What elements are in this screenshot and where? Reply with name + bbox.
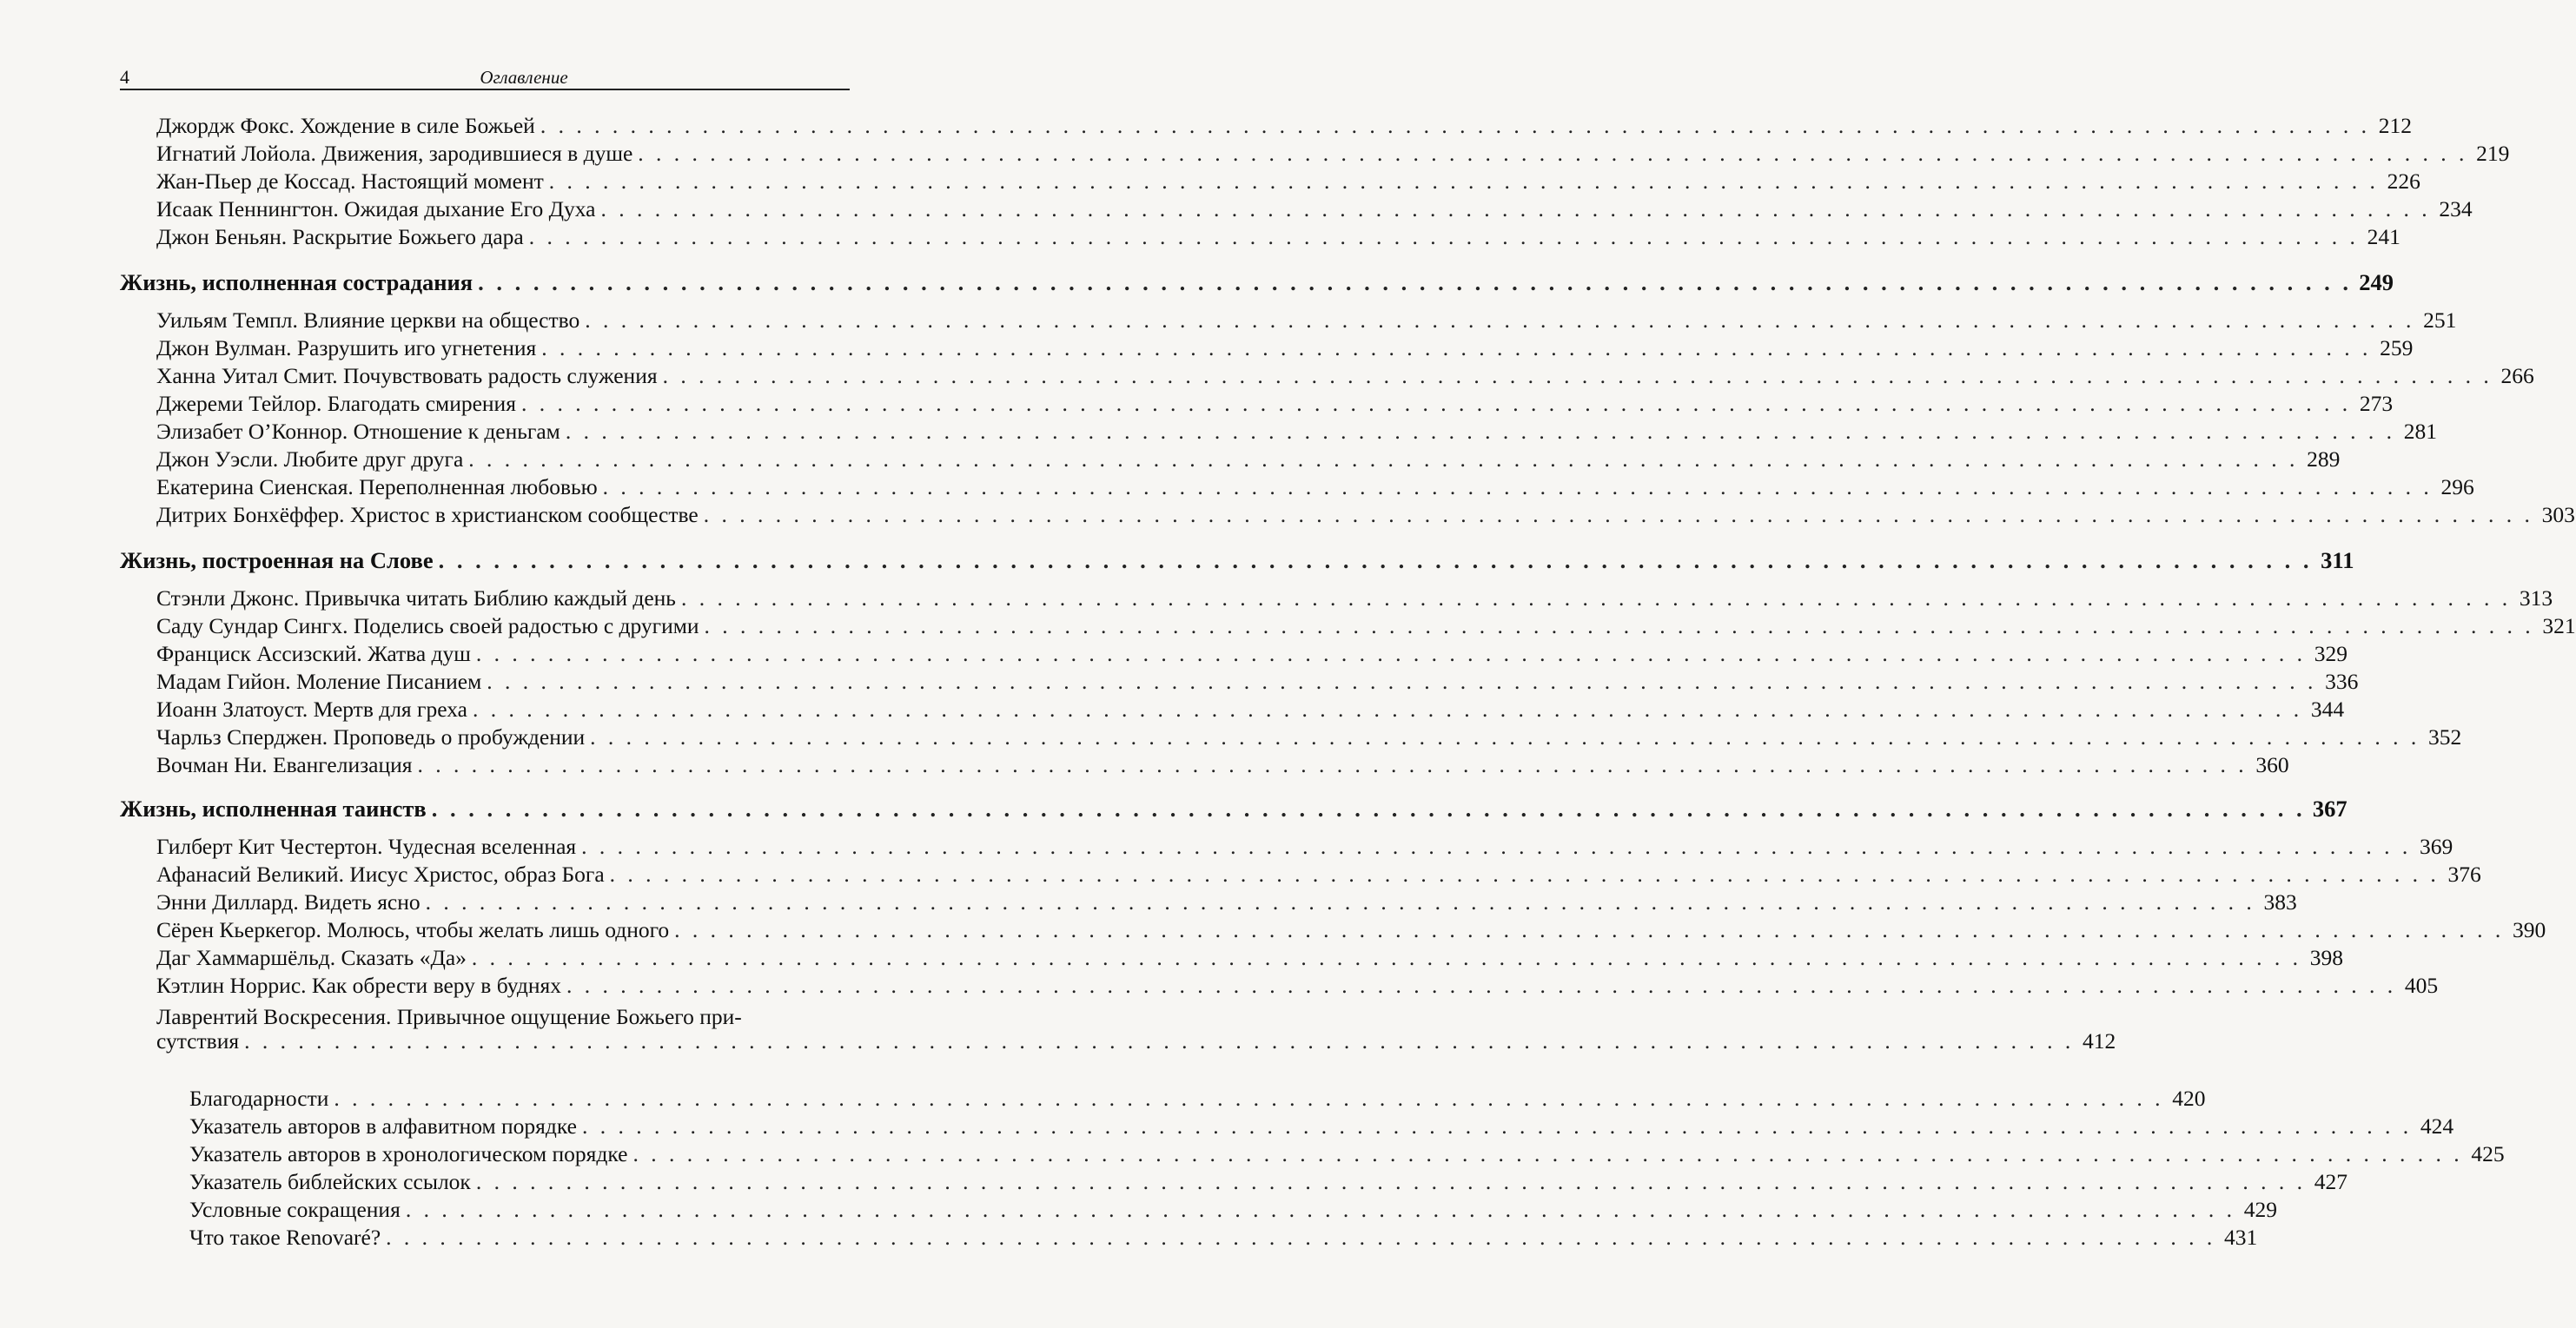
entry-page: 259 (2380, 335, 2414, 360)
dot-leader: . . . . . . . . . . . . . . . . . . . . . . . . . . . . . . . . . . . . . . . . . . . . . . . . . . . . . . . . . . . . . . . . . . . . . . . . . . . . . . . . . . . . . . . . . . . . . . . . . . . . . . (417, 752, 2248, 777)
dot-leader: . . . . . . . . . . . . . . . . . . . . . . . . . . . . . . . . . . . . . . . . . . . . . . . . . . . . . . . . . . . . . . . . . . . . . . . . . . . . . . . . . . . . . . . . . . . . . . . . . . . . . . (674, 917, 2505, 942)
entry-page: 281 (2403, 419, 2437, 444)
entry-page: 427 (2314, 1169, 2348, 1194)
dot-leader: . . . . . . . . . . . . . . . . . . . . . . . . . . . . . . . . . . . . . . . . . . . . . . . . . . . . . . . . . . . . . . . . . . . . . . . . . . . . . . . . . . . . . . . . . . . . . . . . . . . . . . (581, 1113, 2413, 1139)
dot-leader: . . . . . . . . . . . . . . . . . . . . . . . . . . . . . . . . . . . . . . . . . . . . . . . . . . . . . . . . . . . . . . . . . . . . . . . . . . . . . . . . . . . . . . . . . . . . . . . . . . . . . . (438, 547, 2313, 573)
toc-entry: Джереми Тейлор. Благодать смирения . . . . . . . . . . . . . . . . . . . . . . . . . . . . . . . . . . . . . . . . . . . . . . . . . . . . . . . . . . . . . . . . . . . . . . . . . . . . . . . . . . . . . . . . . . . . . . . . . . . . . . 273 (156, 391, 2394, 416)
dot-leader: . . . . . . . . . . . . . . . . . . . . . . . . . . . . . . . . . . . . . . . . . . . . . . . . . . . . . . . . . . . . . . . . . . . . . . . . . . . . . . . . . . . . . . . . . . . . . . . . . . . . . . (662, 363, 2493, 388)
dot-leader: . . . . . . . . . . . . . . . . . . . . . . . . . . . . . . . . . . . . . . . . . . . . . . . . . . . . . . . . . . . . . . . . . . . . . . . . . . . . . . . . . . . . . . . . . . . . . . . . . . . . . . (528, 224, 2359, 249)
back-matter-entry: Указатель авторов в хронологическом порядке . . . . . . . . . . . . . . . . . . . . . . . . . . . . . . . . . . . . . . . . . . . . . . . . . . . . . . . . . . . . . . . . . . . . . . . . . . . . . . . . . . . . . . . . . . . . . . . . . . . . . . 425 (189, 1141, 2505, 1166)
entry-page: 273 (2359, 391, 2394, 416)
dot-leader: . . . . . . . . . . . . . . . . . . . . . . . . . . . . . . . . . . . . . . . . . . . . . . . . . . . . . . . . . . . . . . . . . . . . . . . . . . . . . . . . . . . . . . . . . . . . . . . . . . . . . . (468, 446, 2299, 472)
dot-leader: . . . . . . . . . . . . . . . . . . . . . . . . . . . . . . . . . . . . . . . . . . . . . . . . . . . . . . . . . . . . . . . . . . . . . . . . . . . . . . . . . . . . . . . . . . . . . . . . . . . . . . (600, 196, 2431, 221)
dot-leader: . . . . . . . . . . . . . . . . . . . . . . . . . . . . . . . . . . . . . . . . . . . . . . . . . . . . . . . . . . . . . . . . . . . . . . . . . . . . . . . . . . . . . . . . . . . . . . . . . . . . . . (609, 862, 2440, 887)
entry-page: 360 (2255, 752, 2289, 777)
toc-entry: Иоанн Златоуст. Мертв для греха . . . . . . . . . . . . . . . . . . . . . . . . . . . . . . . . . . . . . . . . . . . . . . . . . . . . . . . . . . . . . . . . . . . . . . . . . . . . . . . . . . . . . . . . . . . . . . . . . . . . . . 344 (156, 697, 2345, 722)
dot-leader: . . . . . . . . . . . . . . . . . . . . . . . . . . . . . . . . . . . . . . . . . . . . . . . . . . . . . . . . . . . . . . . . . . . . . . . . . . . . . . . . . . . . . . . . . . . . . . . . . . . . . . (541, 335, 2372, 360)
entry-page: 234 (2439, 196, 2473, 221)
dot-leader: . . . . . . . . . . . . . . . . . . . . . . . . . . . . . . . . . . . . . . . . . . . . . . . . . . . . . . . . . . . . . . . . . . . . . . . . . . . . . . . . . . . . . . . . . . . . . . . . . . . . . . (334, 1086, 2164, 1111)
entry-page: 226 (2387, 168, 2420, 194)
dot-leader: . . . . . . . . . . . . . . . . . . . . . . . . . . . . . . . . . . . . . . . . . . . . . . . . . . . . . . . . . . . . . . . . . . . . . . . . . . . . . . . . . . . . . . . . . . . . . . . . . . . . . . (703, 502, 2533, 527)
entry-page: 383 (2263, 889, 2297, 915)
dot-leader: . . . . . . . . . . . . . . . . . . . . . . . . . . . . . . . . . . . . . . . . . . . . . . . . . . . . . . . . . . . . . . . . . . . . . . . . . . . . . . . . . . . . . . . . . . . . . . . . . . . . . . (405, 1197, 2235, 1222)
section-heading: Жизнь, построенная на Слове . . . . . . . . . . . . . . . . . . . . . . . . . . . . . . . . . . . . . . . . . . . . . . . . . . . . . . . . . . . . . . . . . . . . . . . . . . . . . . . . . . . . . . . . . . . . . . . . . . . . . . 311 (120, 547, 2354, 573)
dot-leader: . . . . . . . . . . . . . . . . . . . . . . . . . . . . . . . . . . . . . . . . . . . . . . . . . . . . . . . . . . . . . . . . . . . . . . . . . . . . . . . . . . . . . . . . . . . . . . . . . . . . . . (244, 1028, 2075, 1054)
toc-entry: Элизабет О’Коннор. Отношение к деньгам . . . . . . . . . . . . . . . . . . . . . . . . . . . . . . . . . . . . . . . . . . . . . . . . . . . . . . . . . . . . . . . . . . . . . . . . . . . . . . . . . . . . . . . . . . . . . . . . . . . . . . 281 (156, 419, 2437, 444)
section-page: 367 (2312, 796, 2348, 822)
toc-entry: Дитрих Бонхёффер. Христос в христианском сообществе . . . . . . . . . . . . . . . . . . . . . . . . . . . . . . . . . . . . . . . . . . . . . . . . . . . . . . . . . . . . . . . . . . . . . . . . . . . . . . . . . . . . . . . . . . . . . . . . . . . . . . 303 (156, 502, 2575, 527)
toc-entry: Жан-Пьер де Коссад. Настоящий момент . . . . . . . . . . . . . . . . . . . . . . . . . . . . . . . . . . . . . . . . . . . . . . . . . . . . . . . . . . . . . . . . . . . . . . . . . . . . . . . . . . . . . . . . . . . . . . . . . . . . . . 226 (156, 168, 2420, 194)
entry-page: 376 (2447, 862, 2481, 887)
toc-entry: Мадам Гийон. Моление Писанием . . . . . . . . . . . . . . . . . . . . . . . . . . . . . . . . . . . . . . . . . . . . . . . . . . . . . . . . . . . . . . . . . . . . . . . . . . . . . . . . . . . . . . . . . . . . . . . . . . . . . . 336 (156, 669, 2359, 694)
section-heading: Жизнь, исполненная таинств . . . . . . . . . . . . . . . . . . . . . . . . . . . . . . . . . . . . . . . . . . . . . . . . . . . . . . . . . . . . . . . . . . . . . . . . . . . . . . . . . . . . . . . . . . . . . . . . . . . . . . 367 (120, 796, 2348, 822)
toc-entry: Ханна Уитал Смит. Почувствовать радость служения . . . . . . . . . . . . . . . . . . . . . . . . . . . . . . . . . . . . . . . . . . . . . . . . . . . . . . . . . . . . . . . . . . . . . . . . . . . . . . . . . . . . . . . . . . . . . . . . . . . . . . 266 (156, 363, 2534, 388)
toc-entry-line1: Лаврентий Воскресения. Привычное ощущение Божьего при- (156, 1004, 742, 1029)
toc-entry: Джордж Фокс. Хождение в силе Божьей . . . . . . . . . . . . . . . . . . . . . . . . . . . . . . . . . . . . . . . . . . . . . . . . . . . . . . . . . . . . . . . . . . . . . . . . . . . . . . . . . . . . . . . . . . . . . . . . . . . . . . 212 (156, 113, 2412, 138)
entry-page: 296 (2440, 474, 2474, 499)
section-heading: Жизнь, исполненная сострадания . . . . . . . . . . . . . . . . . . . . . . . . . . . . . . . . . . . . . . . . . . . . . . . . . . . . . . . . . . . . . . . . . . . . . . . . . . . . . . . . . . . . . . . . . . . . . . . . . . . . . . 249 (120, 269, 2394, 295)
page-number: 4 (120, 66, 129, 88)
page-header (120, 63, 850, 90)
entry-page: 321 (2542, 613, 2576, 638)
dot-leader: . . . . . . . . . . . . . . . . . . . . . . . . . . . . . . . . . . . . . . . . . . . . . . . . . . . . . . . . . . . . . . . . . . . . . . . . . . . . . . . . . . . . . . . . . . . . . . . . . . . . . . (638, 141, 2468, 166)
running-title: Оглавление (480, 67, 568, 88)
dot-leader: . . . . . . . . . . . . . . . . . . . . . . . . . . . . . . . . . . . . . . . . . . . . . . . . . . . . . . . . . . . . . . . . . . . . . . . . . . . . . . . . . . . . . . . . . . . . . . . . . . . . . . (520, 391, 2352, 416)
toc-entry: Екатерина Сиенская. Переполненная любовью . . . . . . . . . . . . . . . . . . . . . . . . . . . . . . . . . . . . . . . . . . . . . . . . . . . . . . . . . . . . . . . . . . . . . . . . . . . . . . . . . . . . . . . . . . . . . . . . . . . . . . 296 (156, 474, 2474, 499)
toc-entry: Даг Хаммаршёльд. Сказать «Да» . . . . . . . . . . . . . . . . . . . . . . . . . . . . . . . . . . . . . . . . . . . . . . . . . . . . . . . . . . . . . . . . . . . . . . . . . . . . . . . . . . . . . . . . . . . . . . . . . . . . . . 398 (156, 945, 2344, 970)
entry-page: 313 (2519, 585, 2553, 611)
dot-leader: . . . . . . . . . . . . . . . . . . . . . . . . . . . . . . . . . . . . . . . . . . . . . . . . . . . . . . . . . . . . . . . . . . . . . . . . . . . . . . . . . . . . . . . . . . . . . . . . . . . . . . (581, 834, 2412, 859)
entry-page: 429 (2243, 1197, 2277, 1222)
entry-page: 412 (2082, 1028, 2116, 1054)
toc-entry: Энни Диллард. Видеть ясно . . . . . . . . . . . . . . . . . . . . . . . . . . . . . . . . . . . . . . . . . . . . . . . . . . . . . . . . . . . . . . . . . . . . . . . . . . . . . . . . . . . . . . . . . . . . . . . . . . . . . . 383 (156, 889, 2297, 915)
toc-entry: Чарльз Сперджен. Проповедь о пробуждении . . . . . . . . . . . . . . . . . . . . . . . . . . . . . . . . . . . . . . . . . . . . . . . . . . . . . . . . . . . . . . . . . . . . . . . . . . . . . . . . . . . . . . . . . . . . . . . . . . . . . . 352 (156, 724, 2462, 750)
toc-entry: Исаак Пеннингтон. Ожидая дыхание Его Духа . . . . . . . . . . . . . . . . . . . . . . . . . . . . . . . . . . . . . . . . . . . . . . . . . . . . . . . . . . . . . . . . . . . . . . . . . . . . . . . . . . . . . . . . . . . . . . . . . . . . . . 234 (156, 196, 2473, 221)
entry-page: 344 (2310, 697, 2345, 722)
entry-page: 431 (2224, 1225, 2258, 1250)
entry-page: 390 (2513, 917, 2546, 942)
dot-leader: . . . . . . . . . . . . . . . . . . . . . . . . . . . . . . . . . . . . . . . . . . . . . . . . . . . . . . . . . . . . . . . . . . . . . . . . . . . . . . . . . . . . . . . . . . . . . . . . . . . . . . (565, 419, 2395, 444)
dot-leader: . . . . . . . . . . . . . . . . . . . . . . . . . . . . . . . . . . . . . . . . . . . . . . . . . . . . . . . . . . . . . . . . . . . . . . . . . . . . . . . . . . . . . . . . . . . . . . . . . . . . . . (632, 1141, 2463, 1166)
dot-leader: . . . . . . . . . . . . . . . . . . . . . . . . . . . . . . . . . . . . . . . . . . . . . . . . . . . . . . . . . . . . . . . . . . . . . . . . . . . . . . . . . . . . . . . . . . . . . . . . . . . . . . (602, 474, 2433, 499)
dot-leader: . . . . . . . . . . . . . . . . . . . . . . . . . . . . . . . . . . . . . . . . . . . . . . . . . . . . . . . . . . . . . . . . . . . . . . . . . . . . . . . . . . . . . . . . . . . . . . . . . . . . . . (540, 113, 2370, 138)
entry-page: 241 (2367, 224, 2401, 249)
entry-page: 352 (2428, 724, 2462, 750)
toc-entry: Стэнли Джонс. Привычка читать Библию каждый день . . . . . . . . . . . . . . . . . . . . . . . . . . . . . . . . . . . . . . . . . . . . . . . . . . . . . . . . . . . . . . . . . . . . . . . . . . . . . . . . . . . . . . . . . . . . . . . . . . . . . . 313 (156, 585, 2553, 611)
entry-page: 420 (2172, 1086, 2206, 1111)
toc-entry: Саду Сундар Сингх. Поделись своей радостью с другими . . . . . . . . . . . . . . . . . . . . . . . . . . . . . . . . . . . . . . . . . . . . . . . . . . . . . . . . . . . . . . . . . . . . . . . . . . . . . . . . . . . . . . . . . . . . . . . . . . . . . . 321 (156, 613, 2576, 638)
toc-entry: Афанасий Великий. Иисус Христос, образ Бога . . . . . . . . . . . . . . . . . . . . . . . . . . . . . . . . . . . . . . . . . . . . . . . . . . . . . . . . . . . . . . . . . . . . . . . . . . . . . . . . . . . . . . . . . . . . . . . . . . . . . . 376 (156, 862, 2481, 887)
back-matter-entry: Указатель библейских ссылок . . . . . . . . . . . . . . . . . . . . . . . . . . . . . . . . . . . . . . . . . . . . . . . . . . . . . . . . . . . . . . . . . . . . . . . . . . . . . . . . . . . . . . . . . . . . . . . . . . . . . . 427 (189, 1169, 2348, 1194)
toc-entry: Уильям Темпл. Влияние церкви на общество . . . . . . . . . . . . . . . . . . . . . . . . . . . . . . . . . . . . . . . . . . . . . . . . . . . . . . . . . . . . . . . . . . . . . . . . . . . . . . . . . . . . . . . . . . . . . . . . . . . . . . 251 (156, 307, 2457, 333)
section-page: 311 (2321, 547, 2354, 573)
toc-entry: Джон Уэсли. Любите друг друга . . . . . . . . . . . . . . . . . . . . . . . . . . . . . . . . . . . . . . . . . . . . . . . . . . . . . . . . . . . . . . . . . . . . . . . . . . . . . . . . . . . . . . . . . . . . . . . . . . . . . . 289 (156, 446, 2341, 472)
toc-entry: Игнатий Лойола. Движения, зародившиеся в душе . . . . . . . . . . . . . . . . . . . . . . . . . . . . . . . . . . . . . . . . . . . . . . . . . . . . . . . . . . . . . . . . . . . . . . . . . . . . . . . . . . . . . . . . . . . . . . . . . . . . . . 219 (156, 141, 2510, 166)
dot-leader: . . . . . . . . . . . . . . . . . . . . . . . . . . . . . . . . . . . . . . . . . . . . . . . . . . . . . . . . . . . . . . . . . . . . . . . . . . . . . . . . . . . . . . . . . . . . . . . . . . . . . . (386, 1225, 2216, 1250)
toc-entry: сутствия . . . . . . . . . . . . . . . . . . . . . . . . . . . . . . . . . . . . . . . . . . . . . . . . . . . . . . . . . . . . . . . . . . . . . . . . . . . . . . . . . . . . . . . . . . . . . . . . . . . . . . 412 (156, 1028, 2116, 1054)
dot-leader: . . . . . . . . . . . . . . . . . . . . . . . . . . . . . . . . . . . . . . . . . . . . . . . . . . . . . . . . . . . . . . . . . . . . . . . . . . . . . . . . . . . . . . . . . . . . . . . . . . . . . . (425, 889, 2255, 915)
dot-leader: . . . . . . . . . . . . . . . . . . . . . . . . . . . . . . . . . . . . . . . . . . . . . . . . . . . . . . . . . . . . . . . . . . . . . . . . . . . . . . . . . . . . . . . . . . . . . . . . . . . . . . (431, 796, 2306, 822)
back-matter-entry: Что такое Renovaré? . . . . . . . . . . . . . . . . . . . . . . . . . . . . . . . . . . . . . . . . . . . . . . . . . . . . . . . . . . . . . . . . . . . . . . . . . . . . . . . . . . . . . . . . . . . . . . . . . . . . . . 431 (189, 1225, 2258, 1250)
dot-leader: . . . . . . . . . . . . . . . . . . . . . . . . . . . . . . . . . . . . . . . . . . . . . . . . . . . . . . . . . . . . . . . . . . . . . . . . . . . . . . . . . . . . . . . . . . . . . . . . . . . . . . (566, 973, 2397, 998)
toc-entry: Франциск Ассизский. Жатва душ . . . . . . . . . . . . . . . . . . . . . . . . . . . . . . . . . . . . . . . . . . . . . . . . . . . . . . . . . . . . . . . . . . . . . . . . . . . . . . . . . . . . . . . . . . . . . . . . . . . . . . 329 (156, 641, 2348, 666)
section-page: 249 (2359, 269, 2394, 295)
dot-leader: . . . . . . . . . . . . . . . . . . . . . . . . . . . . . . . . . . . . . . . . . . . . . . . . . . . . . . . . . . . . . . . . . . . . . . . . . . . . . . . . . . . . . . . . . . . . . . . . . . . . . . (590, 724, 2420, 750)
dot-leader: . . . . . . . . . . . . . . . . . . . . . . . . . . . . . . . . . . . . . . . . . . . . . . . . . . . . . . . . . . . . . . . . . . . . . . . . . . . . . . . . . . . . . . . . . . . . . . . . . . . . . . (475, 1169, 2306, 1194)
toc-entry: Джон Вулман. Разрушить иго угнетения . . . . . . . . . . . . . . . . . . . . . . . . . . . . . . . . . . . . . . . . . . . . . . . . . . . . . . . . . . . . . . . . . . . . . . . . . . . . . . . . . . . . . . . . . . . . . . . . . . . . . . 259 (156, 335, 2414, 360)
dot-leader: . . . . . . . . . . . . . . . . . . . . . . . . . . . . . . . . . . . . . . . . . . . . . . . . . . . . . . . . . . . . . . . . . . . . . . . . . . . . . . . . . . . . . . . . . . . . . . . . . . . . . . (478, 269, 2353, 295)
back-matter-entry: Благодарности . . . . . . . . . . . . . . . . . . . . . . . . . . . . . . . . . . . . . . . . . . . . . . . . . . . . . . . . . . . . . . . . . . . . . . . . . . . . . . . . . . . . . . . . . . . . . . . . . . . . . . 420 (189, 1086, 2206, 1111)
entry-page: 329 (2314, 641, 2348, 666)
toc-entry: Сёрен Кьеркегор. Молюсь, чтобы желать лишь одного . . . . . . . . . . . . . . . . . . . . . . . . . . . . . . . . . . . . . . . . . . . . . . . . . . . . . . . . . . . . . . . . . . . . . . . . . . . . . . . . . . . . . . . . . . . . . . . . . . . . . . 390 (156, 917, 2546, 942)
toc-entry: Джон Беньян. Раскрытие Божьего дара . . . . . . . . . . . . . . . . . . . . . . . . . . . . . . . . . . . . . . . . . . . . . . . . . . . . . . . . . . . . . . . . . . . . . . . . . . . . . . . . . . . . . . . . . . . . . . . . . . . . . . 241 (156, 224, 2401, 249)
dot-leader: . . . . . . . . . . . . . . . . . . . . . . . . . . . . . . . . . . . . . . . . . . . . . . . . . . . . . . . . . . . . . . . . . . . . . . . . . . . . . . . . . . . . . . . . . . . . . . . . . . . . . . (585, 307, 2415, 333)
entry-page: 369 (2420, 834, 2453, 859)
entry-page: 212 (2378, 113, 2412, 138)
entry-page: 425 (2471, 1141, 2505, 1166)
back-matter-entry: Условные сокращения . . . . . . . . . . . . . . . . . . . . . . . . . . . . . . . . . . . . . . . . . . . . . . . . . . . . . . . . . . . . . . . . . . . . . . . . . . . . . . . . . . . . . . . . . . . . . . . . . . . . . . 429 (189, 1197, 2277, 1222)
dot-leader: . . . . . . . . . . . . . . . . . . . . . . . . . . . . . . . . . . . . . . . . . . . . . . . . . . . . . . . . . . . . . . . . . . . . . . . . . . . . . . . . . . . . . . . . . . . . . . . . . . . . . . (475, 641, 2307, 666)
entry-page: 398 (2309, 945, 2344, 970)
entry-page: 424 (2420, 1113, 2454, 1139)
toc-entry: Гилберт Кит Честертон. Чудесная вселенная . . . . . . . . . . . . . . . . . . . . . . . . . . . . . . . . . . . . . . . . . . . . . . . . . . . . . . . . . . . . . . . . . . . . . . . . . . . . . . . . . . . . . . . . . . . . . . . . . . . . . . 369 (156, 834, 2453, 859)
entry-page: 289 (2307, 446, 2341, 472)
dot-leader: . . . . . . . . . . . . . . . . . . . . . . . . . . . . . . . . . . . . . . . . . . . . . . . . . . . . . . . . . . . . . . . . . . . . . . . . . . . . . . . . . . . . . . . . . . . . . . . . . . . . . . (704, 613, 2534, 638)
dot-leader: . . . . . . . . . . . . . . . . . . . . . . . . . . . . . . . . . . . . . . . . . . . . . . . . . . . . . . . . . . . . . . . . . . . . . . . . . . . . . . . . . . . . . . . . . . . . . . . . . . . . . . (487, 669, 2317, 694)
entry-page: 266 (2500, 363, 2534, 388)
dot-leader: . . . . . . . . . . . . . . . . . . . . . . . . . . . . . . . . . . . . . . . . . . . . . . . . . . . . . . . . . . . . . . . . . . . . . . . . . . . . . . . . . . . . . . . . . . . . . . . . . . . . . . (680, 585, 2512, 611)
dot-leader: . . . . . . . . . . . . . . . . . . . . . . . . . . . . . . . . . . . . . . . . . . . . . . . . . . . . . . . . . . . . . . . . . . . . . . . . . . . . . . . . . . . . . . . . . . . . . . . . . . . . . . (472, 697, 2303, 722)
entry-page: 219 (2476, 141, 2510, 166)
entry-page: 303 (2541, 502, 2575, 527)
dot-leader: . . . . . . . . . . . . . . . . . . . . . . . . . . . . . . . . . . . . . . . . . . . . . . . . . . . . . . . . . . . . . . . . . . . . . . . . . . . . . . . . . . . . . . . . . . . . . . . . . . . . . . (548, 168, 2379, 194)
entry-page: 336 (2325, 669, 2359, 694)
dot-leader: . . . . . . . . . . . . . . . . . . . . . . . . . . . . . . . . . . . . . . . . . . . . . . . . . . . . . . . . . . . . . . . . . . . . . . . . . . . . . . . . . . . . . . . . . . . . . . . . . . . . . . (471, 945, 2302, 970)
toc-entry: Кэтлин Норрис. Как обрести веру в буднях . . . . . . . . . . . . . . . . . . . . . . . . . . . . . . . . . . . . . . . . . . . . . . . . . . . . . . . . . . . . . . . . . . . . . . . . . . . . . . . . . . . . . . . . . . . . . . . . . . . . . . 405 (156, 973, 2439, 998)
entry-page: 251 (2423, 307, 2457, 333)
toc-entry: Вочман Ни. Евангелизация . . . . . . . . . . . . . . . . . . . . . . . . . . . . . . . . . . . . . . . . . . . . . . . . . . . . . . . . . . . . . . . . . . . . . . . . . . . . . . . . . . . . . . . . . . . . . . . . . . . . . . 360 (156, 752, 2289, 777)
entry-page: 405 (2404, 973, 2439, 998)
back-matter-entry: Указатель авторов в алфавитном порядке . . . . . . . . . . . . . . . . . . . . . . . . . . . . . . . . . . . . . . . . . . . . . . . . . . . . . . . . . . . . . . . . . . . . . . . . . . . . . . . . . . . . . . . . . . . . . . . . . . . . . . 424 (189, 1113, 2454, 1139)
